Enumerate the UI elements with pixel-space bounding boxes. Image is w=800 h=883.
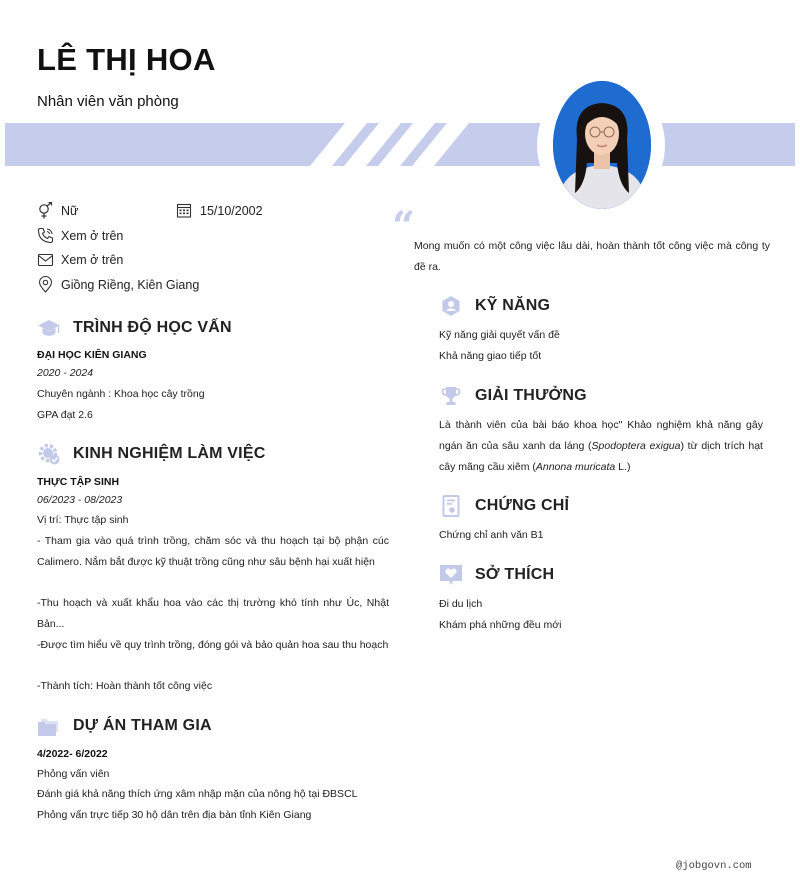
hobby-item: Đi du lịch xyxy=(439,598,483,610)
certificate-icon xyxy=(439,494,463,518)
education-school: ĐẠI HỌC KIÊN GIANG xyxy=(37,349,147,361)
education-major: Chuyên ngành : Khoa học cây trồng xyxy=(37,388,205,400)
contact-email xyxy=(37,251,123,268)
awards-header xyxy=(439,384,587,408)
experience-item: - Tham gia vào quá trình trồng, chăm sóc và thu hoạch tại bộ phận cúc Calimero. Nắm bắt được kỹ thuật trồng cũng như sâu bệnh hại xuất hiện xyxy=(37,535,389,568)
hobby-item: Khám phá những đều mới xyxy=(439,619,562,631)
experience-item: -Thu hoạch và xuất khẩu hoa vào các thị trường khó tính như Úc, Nhật Bản... xyxy=(37,597,389,630)
profile-photo xyxy=(553,81,651,209)
gear-check-icon xyxy=(37,442,61,466)
graduation-cap-icon xyxy=(37,316,61,340)
certificates-title: CHỨNG CHỈ xyxy=(475,497,570,514)
diagonal-stripes xyxy=(5,123,795,166)
objective-text: Mong muốn có một công việc lâu dài, hoàn thành tốt công việc mà công ty đề ra. xyxy=(414,240,770,273)
calendar-icon xyxy=(176,202,193,219)
birthdate-value: 15/10/2002 xyxy=(200,203,263,218)
job-title: Nhân viên văn phòng xyxy=(37,93,179,110)
education-gpa: GPA đạt 2.6 xyxy=(37,409,93,421)
skills-header xyxy=(439,294,550,318)
gender-value: Nữ xyxy=(61,203,79,218)
folder-icon xyxy=(37,714,61,738)
skill-item: Khả năng giao tiếp tốt xyxy=(439,350,542,362)
education-period: 2020 - 2024 xyxy=(37,367,94,379)
awards-title: GIẢI THƯỞNG xyxy=(475,387,587,404)
project-name: Đánh giá khả năng thích ứng xâm nhập mặn của nông hộ tại ĐBSCL xyxy=(37,788,358,800)
contact-phone xyxy=(37,227,123,244)
experience-period: 06/2023 - 08/2023 xyxy=(37,494,123,506)
education-title: TRÌNH ĐỘ HỌC VẤN xyxy=(73,319,232,336)
experience-item: -Được tìm hiểu về quy trình trồng, đóng gói và bảo quản hoa sau thu hoạch xyxy=(37,639,389,651)
skills-title: KỸ NĂNG xyxy=(475,297,551,314)
gender-icon xyxy=(37,202,54,219)
phone-icon xyxy=(37,227,54,244)
project-detail: Phỏng vấn trực tiếp 30 hộ dân trên địa bàn tỉnh Kiên Giang xyxy=(37,809,312,821)
trophy-icon xyxy=(439,384,463,408)
certificate-item: Chứng chỉ anh văn B1 xyxy=(439,529,544,541)
project-role: Phỏng vấn viên xyxy=(37,768,110,780)
projects-header xyxy=(37,714,212,738)
badge-icon xyxy=(439,294,463,318)
candidate-name: LÊ THỊ HOA xyxy=(37,42,216,77)
contact-gender xyxy=(37,202,78,219)
experience-title: KINH NGHIỆM LÀM VIỆC xyxy=(73,445,266,462)
quote-icon: “ xyxy=(392,203,416,250)
header-band xyxy=(5,123,795,166)
award-text: Là thành viên của bài báo khoa học" Khảo nghiệm khả năng gây ngán ăn của sâu xanh da láng (Spodoptera exigua) từ dịch trích hạt cây mãng cầu xiêm (Annona muricata L.) xyxy=(439,419,763,473)
location-pin-icon xyxy=(37,276,54,293)
experience-position: Vị trí: Thực tập sinh xyxy=(37,514,129,526)
email-value: Xem ở trên xyxy=(61,252,124,267)
address-value: Giồng Riềng, Kiên Giang xyxy=(61,277,200,292)
hobbies-title: SỞ THÍCH xyxy=(475,566,555,583)
contact-address xyxy=(37,276,199,293)
heart-bubble-icon xyxy=(439,563,463,587)
watermark: @jobgovn.com xyxy=(676,860,752,872)
experience-item: -Thành tích: Hoàn thành tốt công việc xyxy=(37,680,213,692)
hobbies-header xyxy=(439,563,554,587)
skill-item: Kỹ năng giải quyết vấn đề xyxy=(439,329,560,341)
phone-value: Xem ở trên xyxy=(61,228,124,243)
experience-role: THỰC TẬP SINH xyxy=(37,476,120,488)
education-header xyxy=(37,316,232,340)
projects-title: DỰ ÁN THAM GIA xyxy=(73,717,212,734)
certificates-header xyxy=(439,494,569,518)
experience-header xyxy=(37,442,265,466)
contact-birthdate xyxy=(176,202,263,219)
project-period: 4/2022- 6/2022 xyxy=(37,748,108,760)
envelope-icon xyxy=(37,251,54,268)
